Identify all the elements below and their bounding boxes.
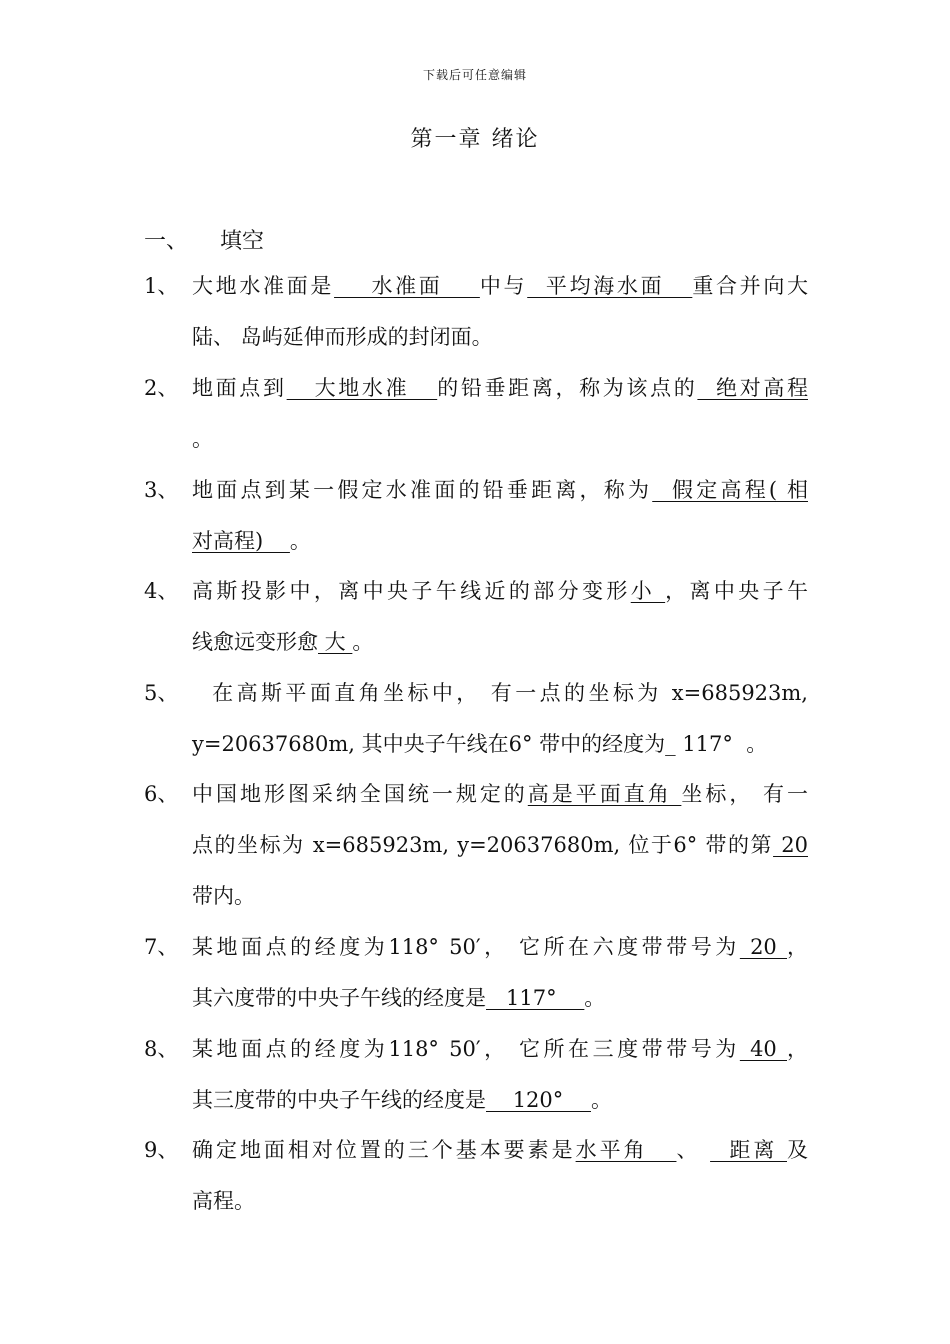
answer-blank: 117° __ — [486, 986, 585, 1010]
answer-blank: 大地水准 — [286, 376, 438, 400]
question-7 — [144, 922, 808, 1024]
question-line: 某地面点的经度为118° 50′， 它所在三度带带号为 40 ， — [192, 1037, 808, 1061]
section-title: 填空 — [220, 229, 265, 254]
question-line: 大地水准面是 水准面 中与 平均海水面 重合并向大 — [192, 274, 808, 298]
question-3 — [144, 465, 808, 567]
question-9 — [144, 1125, 808, 1227]
question-line: 。 — [192, 427, 213, 451]
answer-blank: 小 — [630, 579, 666, 603]
question-line: 线愈远变形愈 大 。 — [192, 630, 374, 654]
question-number: 1、 — [144, 274, 179, 298]
question-4 — [144, 566, 808, 668]
question-line: 对高程) 。 — [192, 529, 311, 553]
question-line: 其三度带的中央子午线的经度是 120° __。 — [192, 1088, 612, 1112]
answer-blank: 对高程) — [192, 529, 290, 553]
question-line: 中国地形图采纳全国统一规定的高是平面直角 坐标， 有一 — [192, 782, 808, 806]
question-number: 8、 — [144, 1037, 179, 1061]
question-number: 7、 — [144, 935, 179, 959]
answer-blank: 平均海水面 — [527, 274, 693, 298]
question-line: 在高斯平面直角坐标中， 有一点的坐标为 x=685923m, — [192, 681, 808, 705]
section-heading — [144, 224, 264, 255]
answer-blank: 40 — [739, 1037, 788, 1061]
question-2 — [144, 363, 808, 465]
section-number: 一、 — [144, 229, 189, 254]
question-line: 其六度带的中央子午线的经度是 117° __。 — [192, 986, 606, 1010]
question-number: 2、 — [144, 376, 179, 400]
question-line: 高斯投影中，离中央子午线近的部分变形小 ，离中央子午 — [192, 579, 808, 603]
question-1 — [144, 261, 808, 363]
answer-blank: 假定高程( 相 — [652, 478, 808, 502]
question-line: y=20637680m, 其中央子午线在6° 带中的经度为_ 117° 。 — [192, 732, 768, 756]
question-line: 地面点到 大地水准 的铅垂距离，称为该点的 绝对高程 — [192, 376, 808, 400]
chapter-title: 第一章 绪论 — [410, 127, 540, 152]
page-header-note: 下载后可任意编辑 — [422, 68, 527, 82]
answer-blank: 水平角 — [575, 1138, 677, 1162]
question-line: 带内。 — [192, 884, 255, 908]
question-line: 高程。 — [192, 1189, 255, 1213]
question-number: 5、 — [144, 681, 179, 705]
answer-blank: 大 — [318, 630, 353, 654]
answer-blank: 20 — [739, 935, 788, 959]
question-number: 4、 — [144, 579, 179, 603]
question-line: 地面点到某一假定水准面的铅垂距离，称为 假定高程( 相 — [192, 478, 808, 502]
question-number: 3、 — [144, 478, 179, 502]
question-line: 确定地面相对位置的三个基本要素是水平角 、 距离 及 — [192, 1138, 808, 1162]
question-number: 9、 — [144, 1138, 179, 1162]
answer-blank: 绝对高程 — [697, 376, 808, 400]
answer-blank: 20 — [773, 833, 808, 857]
answer-blank: 120° __ — [486, 1088, 591, 1112]
question-line: 某地面点的经度为118° 50′， 它所在六度带带号为 20 ， — [192, 935, 808, 959]
question-6 — [144, 769, 808, 922]
question-line: 陆、 岛屿延伸而形成的封闭面。 — [192, 325, 493, 349]
question-8 — [144, 1024, 808, 1126]
answer-blank: 距离 — [710, 1138, 787, 1162]
question-line: 点的坐标为 x=685923m, y=20637680m, 位于6° 带的第 20 — [192, 833, 808, 857]
question-5 — [144, 668, 808, 770]
question-number: 6、 — [144, 782, 179, 806]
answer-blank: 水准面 — [334, 274, 480, 298]
answer-blank: 高是平面直角 — [527, 782, 682, 806]
